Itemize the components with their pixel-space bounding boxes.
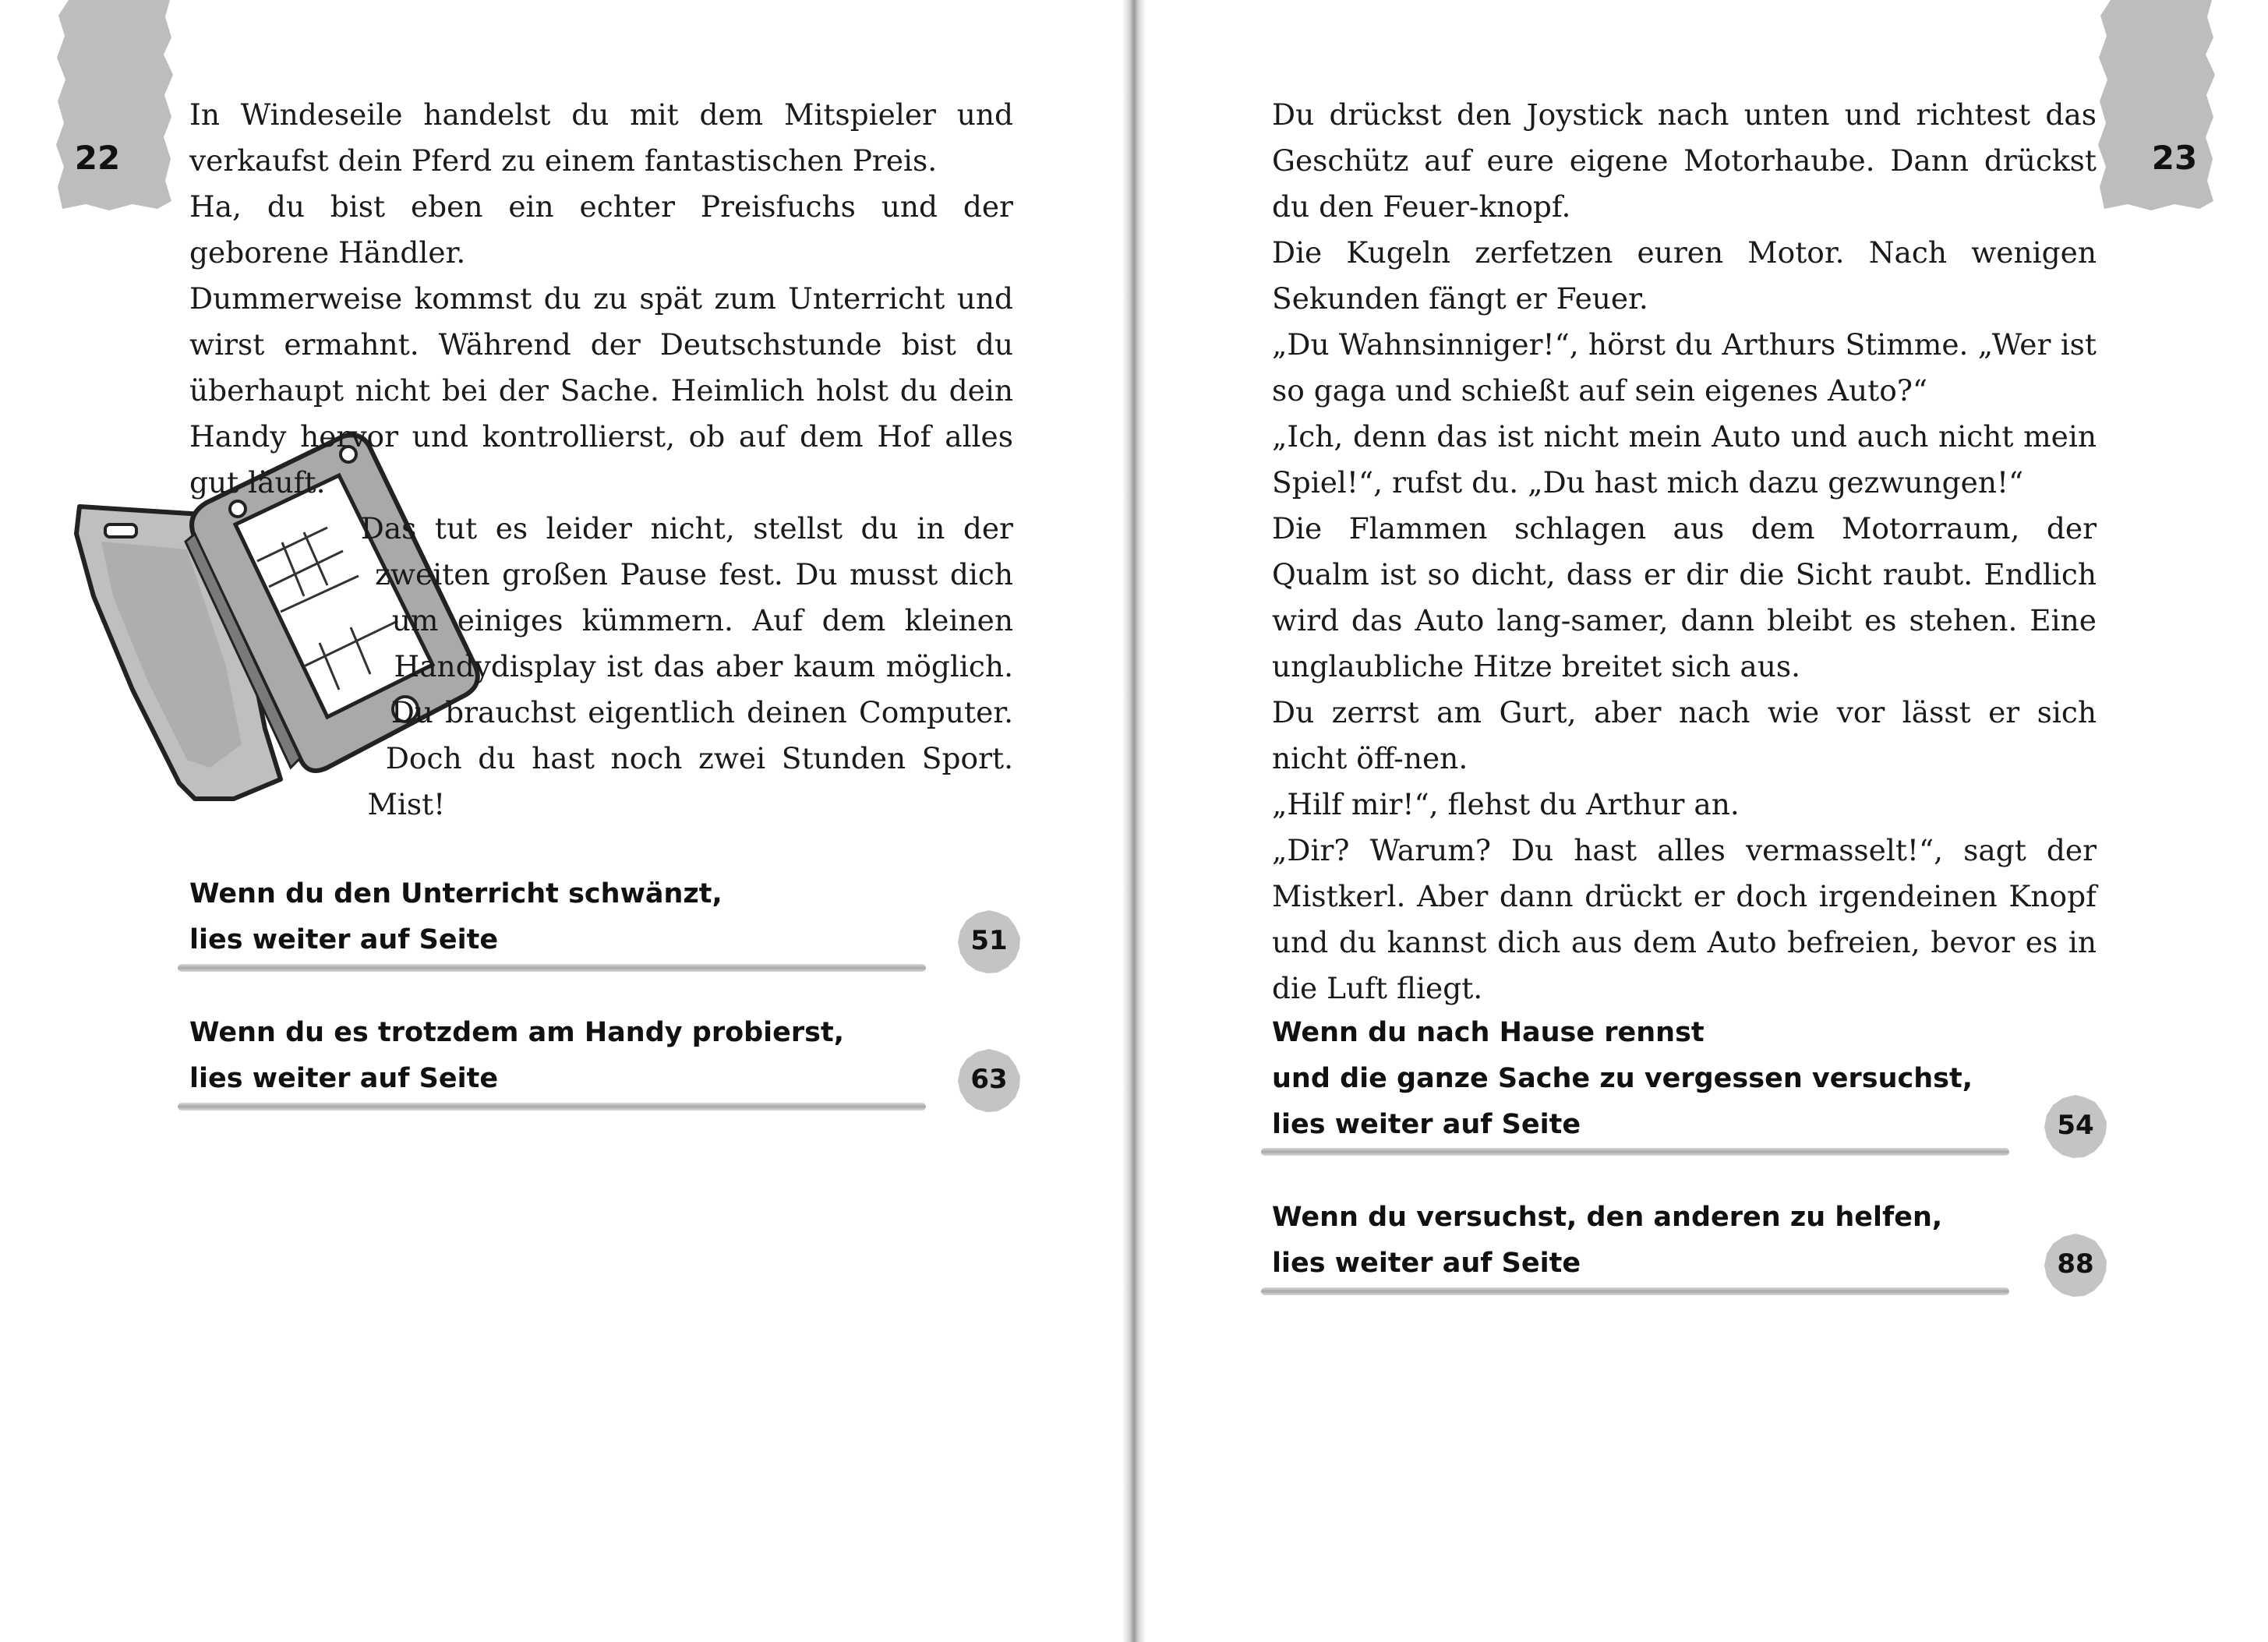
paragraph: Du zerrst am Gurt, aber nach wie vor lässt er sich nicht öff-nen. xyxy=(1272,695,2097,775)
page-tab-right xyxy=(2097,0,2217,210)
choice-line-2: und die ganze Sache zu vergessen versuchst, xyxy=(1272,1063,1973,1094)
page-link-label: 51 xyxy=(970,925,1008,956)
choice-line-1: Wenn du nach Hause rennst xyxy=(1272,1017,1705,1048)
choice-line-2: lies weiter auf Seite xyxy=(189,924,499,955)
right-body-text xyxy=(1272,92,2097,1012)
choice-line-1: Wenn du versuchst, den anderen zu helfen, xyxy=(1272,1202,1943,1233)
choice-helfen[interactable] xyxy=(1272,1195,1942,1287)
page-number-right: 23 xyxy=(2151,139,2198,177)
paragraph: Die Kugeln zerfetzen euren Motor. Nach wenigen Sekunden fängt er Feuer. xyxy=(1272,235,2097,316)
paragraph: Du drückst den Joystick nach unten und richtest das Geschütz auf eure eigene Motorhaube. Dann drückst du den Feuer-knopf. xyxy=(1272,97,2097,224)
page-link-label: 88 xyxy=(2057,1248,2094,1280)
paragraph: Das tut es leider nicht, stellst du in der zweiten großen Pause fest. Du musst dich um einiges kümmern. Auf dem kleinen Handydisplay ist das aber kaum möglich. Du brauchst eigentlich deinen Computer. Doch du hast noch zwei Stunden Sport. Mist! xyxy=(360,511,1013,821)
paragraph: „Ich, denn das ist nicht mein Auto und auch nicht mein Spiel!“, rufst du. „Du hast mich dazu gezwungen!“ xyxy=(1272,419,2097,500)
choice-underline xyxy=(1261,1287,2009,1295)
choice-underline xyxy=(178,1103,926,1111)
choice-underline xyxy=(178,964,926,972)
paragraph: In Windeseile handelst du mit dem Mitspieler und verkaufst dein Pferd zu einem fantastischen Preis. xyxy=(189,97,1013,178)
page-link-label: 54 xyxy=(2057,1110,2094,1141)
choice-line-1: Wenn du es trotzdem am Handy probierst, xyxy=(189,1017,845,1048)
paragraph: „Dir? Warum? Du hast alles vermasselt!“, sagt der Mistkerl. Aber dann drückt er doch irgendeinen Knopf und du kannst dich aus dem Auto befreien, bevor es in die Luft fliegt. xyxy=(1272,833,2097,1005)
choice-line-3: lies weiter auf Seite xyxy=(1272,1109,1581,1140)
paragraph: „Du Wahnsinniger!“, hörst du Arthurs Stimme. „Wer ist so gaga und schießt auf sein eigenes Auto?“ xyxy=(1272,327,2097,408)
page-link-63[interactable] xyxy=(956,1047,1023,1114)
left-body-text xyxy=(189,92,1013,506)
choice-line-2: lies weiter auf Seite xyxy=(1272,1248,1581,1279)
left-page xyxy=(0,0,1122,1642)
choice-line-2: lies weiter auf Seite xyxy=(189,1063,499,1094)
paragraph: Die Flammen schlagen aus dem Motorraum, der Qualm ist so dicht, dass er dir die Sicht raubt. Endlich wird das Auto lang-samer, dann bleibt es stehen. Eine unglaubliche Hitze breitet sich aus. xyxy=(1272,511,2097,683)
choice-underline xyxy=(1261,1148,2009,1156)
page-link-label: 63 xyxy=(970,1064,1008,1095)
choice-unterricht[interactable] xyxy=(189,871,722,963)
choice-line-1: Wenn du den Unterricht schwänzt, xyxy=(189,878,722,909)
page-number-left: 22 xyxy=(74,139,121,177)
paragraph: Dummerweise kommst du zu spät zum Unterricht und wirst ermahnt. Während der Deutschstunde bist du überhaupt nicht bei der Sache. Heimlich holst du dein Handy hervor und kontrollierst, ob auf dem Hof alles gut läuft. xyxy=(189,281,1013,500)
choice-nach-hause[interactable] xyxy=(1272,1010,1973,1148)
book-gutter xyxy=(1122,0,1146,1642)
page-tab-left xyxy=(55,0,175,210)
page-link-54[interactable] xyxy=(2042,1093,2109,1160)
page-link-88[interactable] xyxy=(2042,1231,2109,1298)
choice-handy[interactable] xyxy=(189,1010,844,1102)
paragraph: Ha, du bist eben ein echter Preisfuchs und der geborene Händler. xyxy=(189,189,1013,270)
page-link-51[interactable] xyxy=(956,908,1023,975)
paragraph: „Hilf mir!“, flehst du Arthur an. xyxy=(1272,787,1740,821)
left-body-text-wrap xyxy=(189,506,1013,828)
